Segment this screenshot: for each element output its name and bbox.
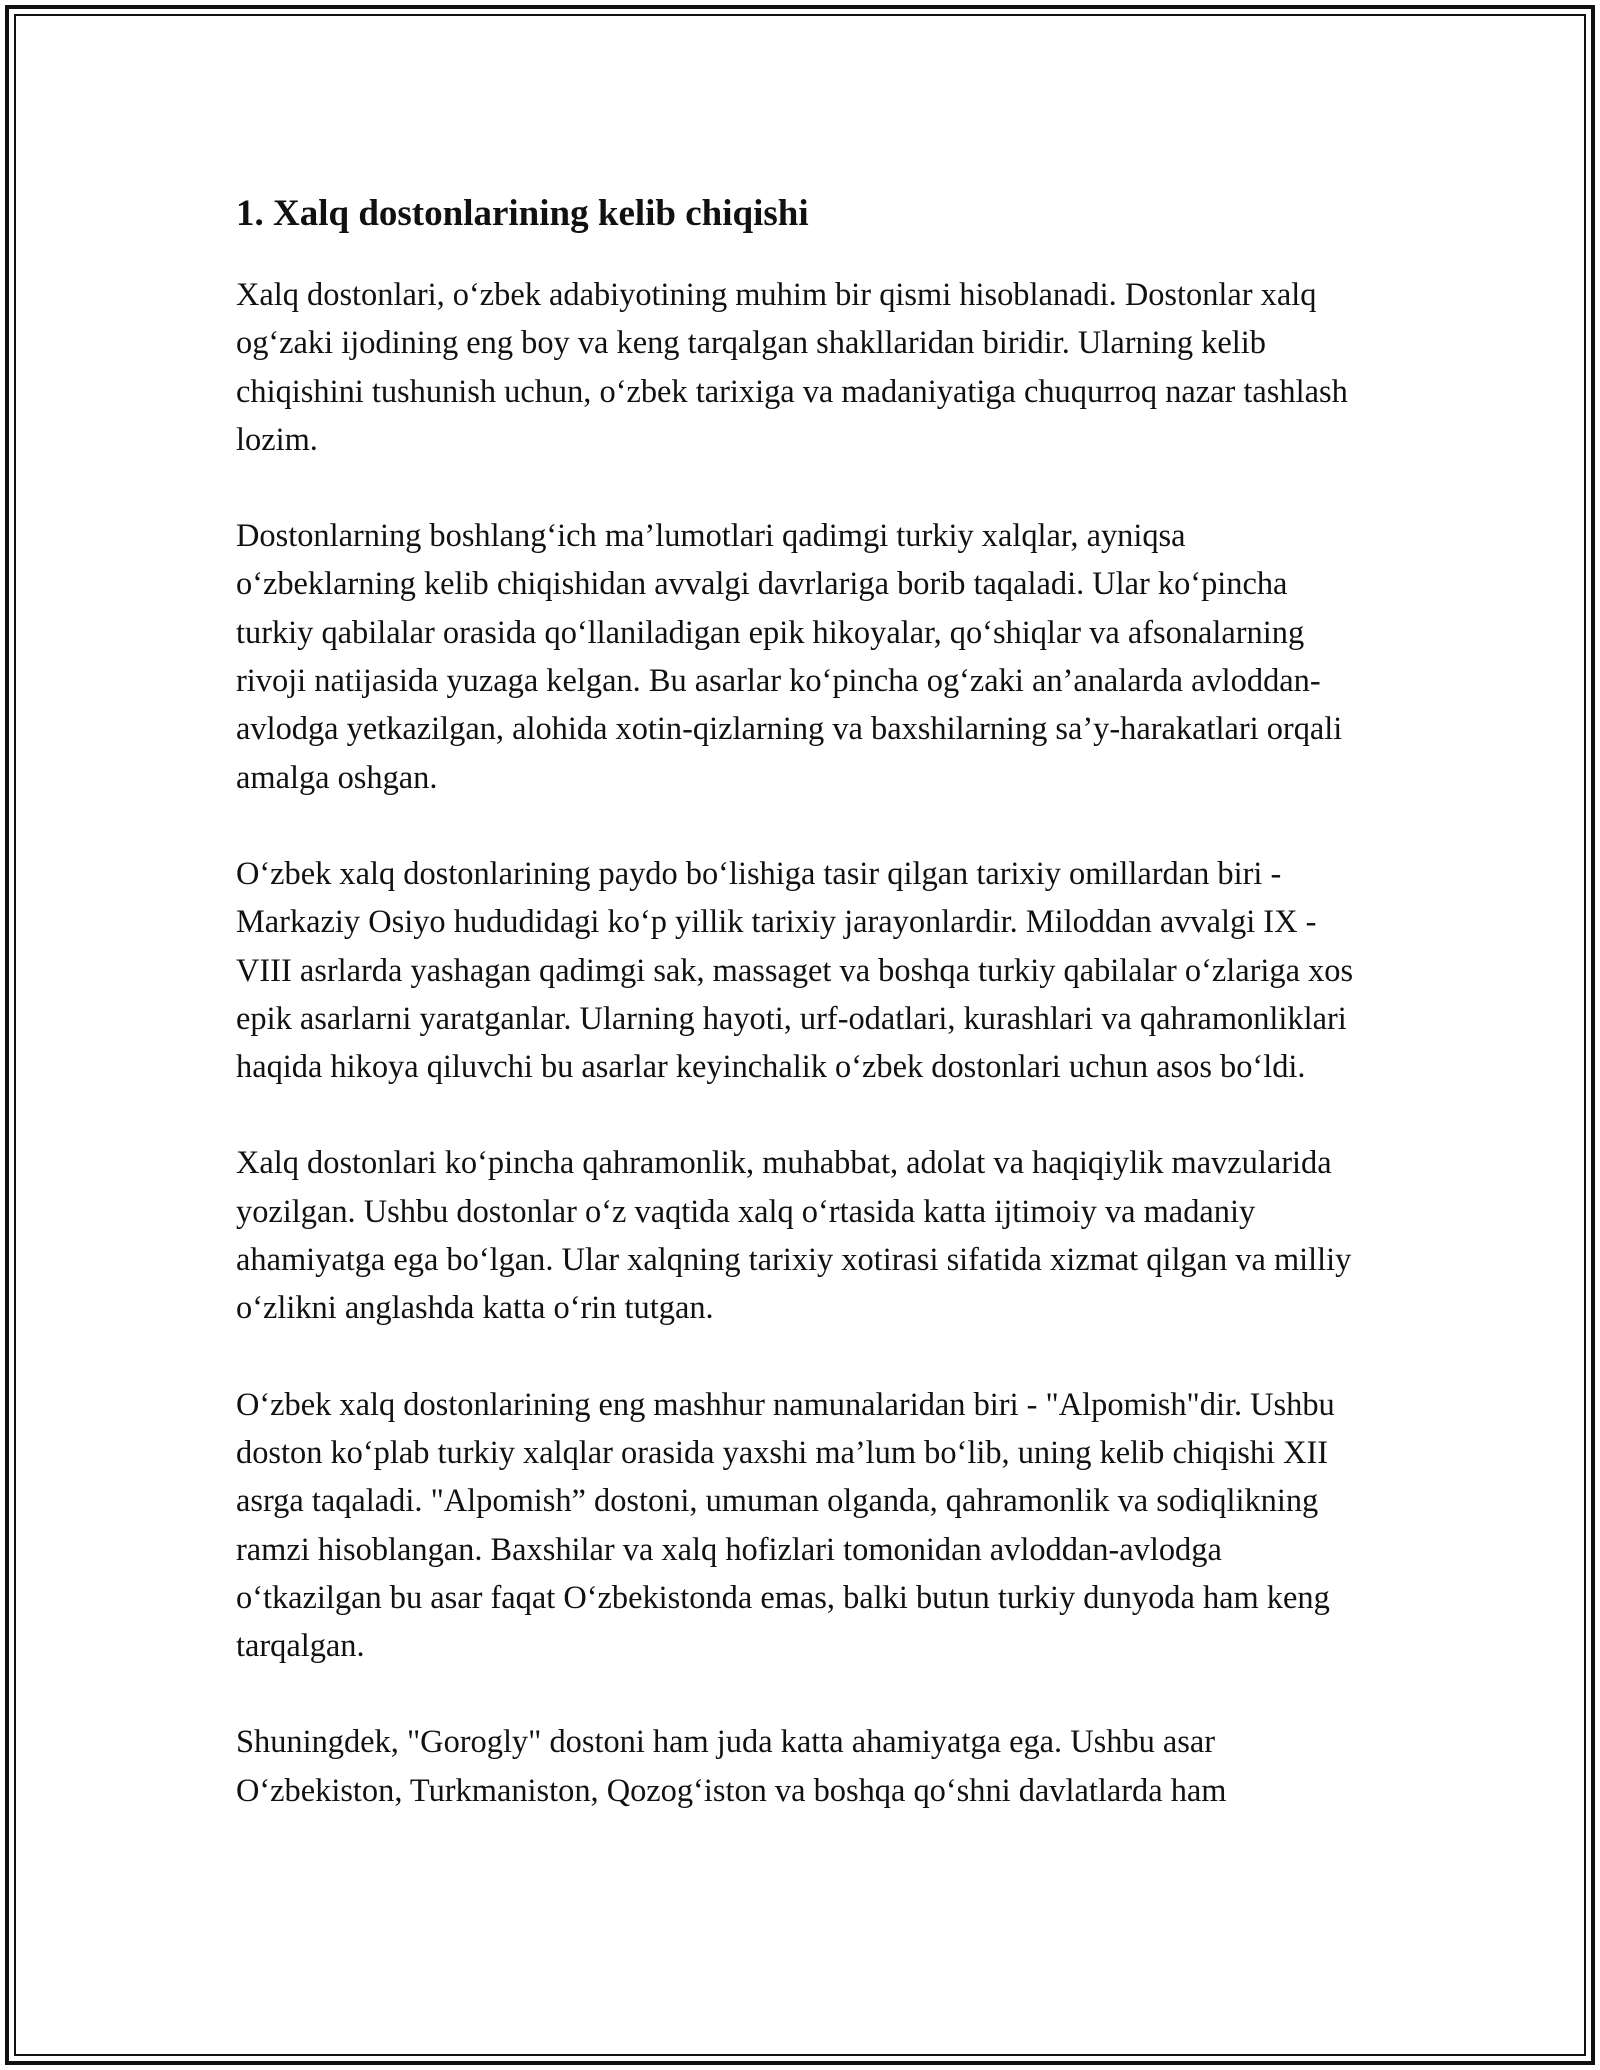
document-body xyxy=(236,185,1366,1863)
paragraph-intro: Xalq dostonlari, o‘zbek adabiyotining muhim bir qismi hisoblanadi. Dostonlar xalq og‘zaki ijodining eng boy va keng tarqalgan shakllaridan biridir. Ularning kelib chiqishini tushunish uchun, o‘zbek tarixiga va madaniyatiga chuqurroq nazar tashlash lozim. xyxy=(236,277,1348,458)
paragraph-alpomish: O‘zbek xalq dostonlarining eng mashhur namunalaridan biri - "Alpomish"dir. Ushbu doston ko‘plab turkiy xalqlar orasida yaxshi ma’lum bo‘lib, uning kelib chiqishi XII asrga taqaladi. "Alpomish” dostoni, umuman olganda, qahramonlik va sodiqlikning ramzi hisoblangan. Baxshilar va xalq hofizlari tomonidan avloddan-avlodga o‘tkazilgan bu asar faqat O‘zbekistonda emas, balki butun turkiy dunyoda ham keng tarqalgan. xyxy=(236,1386,1335,1665)
paragraph-historical-factors: O‘zbek xalq dostonlarining paydo bo‘lishiga tasir qilgan tarixiy omillardan biri - Markaziy Osiyo hududidagi ko‘p yillik tarixiy jarayonlardir. Miloddan avvalgi IX - VIII asrlarda yashagan qadimgi sak, massaget va boshqa turkiy qabilalar o‘zlariga xos epik asarlarni yaratganlar. Ularning hayoti, urf-odatlari, kurashlari va qahramonliklari haqida hikoya qiluvchi bu asarlar keyinchalik o‘zbek dostonlari uchun asos bo‘ldi. xyxy=(236,855,1354,1086)
paragraph-gorogly: Shuningdek, "Gorogly" dostoni ham juda katta ahamiyatga ega. Ushbu asar O‘zbekiston, Turkmaniston, Qozog‘iston va boshqa qo‘shni davlatlarda ham xyxy=(236,1724,1227,1809)
paragraph-themes: Xalq dostonlari ko‘pincha qahramonlik, muhabbat, adolat va haqiqiylik mavzularida yozilgan. Ushbu dostonlar o‘z vaqtida xalq o‘rtasida katta ijtimoiy va madaniy ahamiyatga ega bo‘lgan. Ular xalqning tarixiy xotirasi sifatida xizmat qilgan va milliy o‘zlikni anglashda katta o‘rin tutgan. xyxy=(236,1145,1352,1327)
section-heading: 1. Xalq dostonlarining kelib chiqishi xyxy=(236,193,809,234)
paragraph-origins: Dostonlarning boshlang‘ich ma’lumotlari qadimgi turkiy xalqlar, ayniqsa o‘zbeklarning kelib chiqishidan avvalgi davrlariga borib taqaladi. Ular ko‘pincha turkiy qabilalar orasida qo‘llaniladigan epik hikoyalar, qo‘shiqlar va afsonalarning rivoji natijasida yuzaga kelgan. Bu asarlar ko‘pincha og‘zaki an’analarda avloddan-avlodga yetkazilgan, alohida xotin-qizlarning va baxshilarning sa’y-harakatlari orqali amalga oshgan. xyxy=(236,518,1343,796)
